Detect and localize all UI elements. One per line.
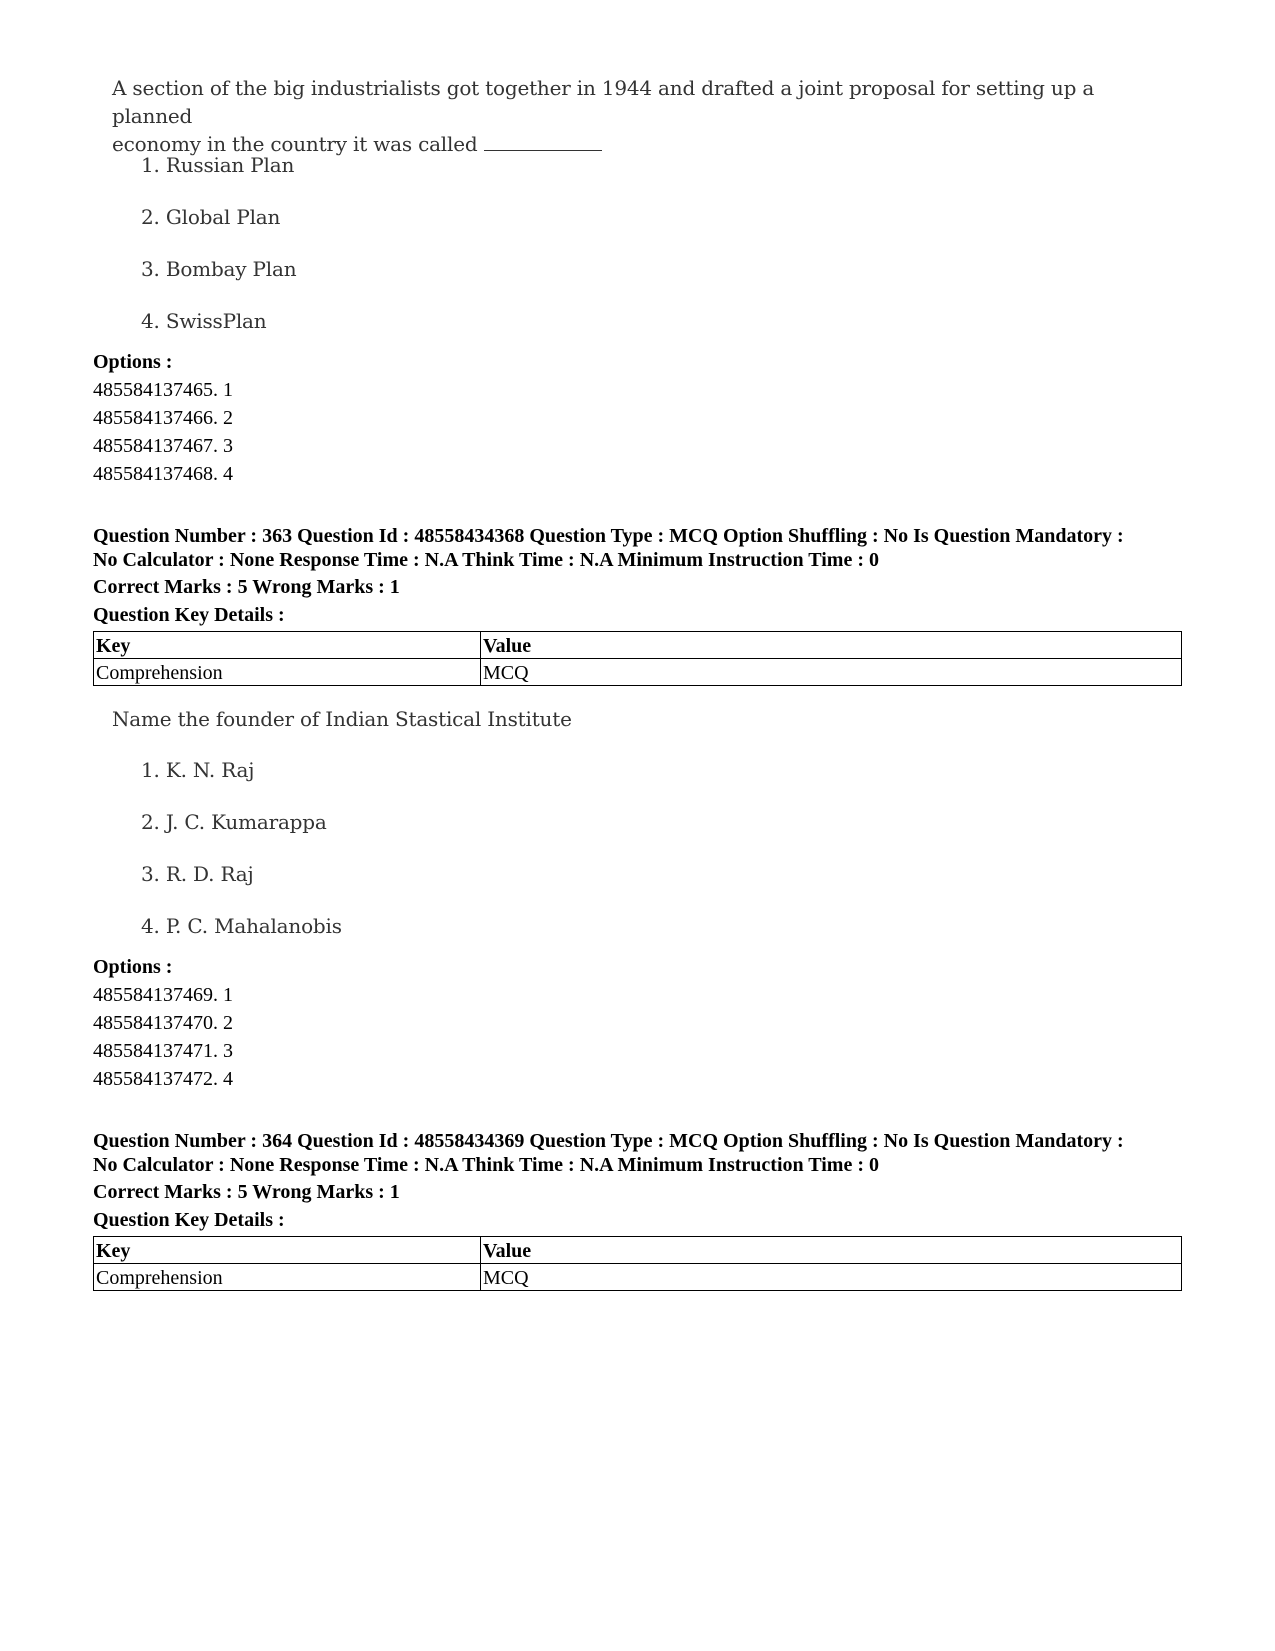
- option-code: 485584137469. 1: [93, 984, 233, 1006]
- question-header-line: Question Number : 364 Question Id : 48558434369 Question Type : MCQ Option Shuffling : No Is Question Mandatory :: [93, 1130, 1124, 1152]
- question-stem: Name the founder of Indian Stastical Institute: [112, 707, 572, 731]
- option-code: 485584137466. 2: [93, 407, 233, 429]
- options-label: Options :: [93, 351, 173, 373]
- question-option: 4. P. C. Mahalanobis: [141, 914, 342, 938]
- question-stem: [112, 74, 1152, 158]
- key-details-table: [93, 1236, 1182, 1291]
- question-option: 1. Russian Plan: [141, 153, 295, 177]
- table-cell: Comprehension: [94, 1264, 481, 1291]
- question-option: 3. Bombay Plan: [141, 257, 297, 281]
- table-row: [94, 659, 1182, 686]
- option-code: 485584137465. 1: [93, 379, 233, 401]
- key-details-label: Question Key Details :: [93, 604, 285, 626]
- table-row: [94, 1264, 1182, 1291]
- question-stem-line: A section of the big industrialists got together in 1944 and drafted a joint proposal for setting up a planned: [112, 76, 1095, 128]
- question-option: 1. K. N. Raj: [141, 758, 255, 782]
- key-details-label: Question Key Details :: [93, 1209, 285, 1231]
- option-code: 485584137468. 4: [93, 463, 233, 485]
- question-header-line: Question Number : 363 Question Id : 48558434368 Question Type : MCQ Option Shuffling : No Is Question Mandatory :: [93, 525, 1124, 547]
- question-option: 3. R. D. Raj: [141, 862, 254, 886]
- question-option: 4. SwissPlan: [141, 309, 267, 333]
- marks-line: Correct Marks : 5 Wrong Marks : 1: [93, 576, 400, 598]
- option-code: 485584137467. 3: [93, 435, 233, 457]
- options-label: Options :: [93, 956, 173, 978]
- question-stem-line: economy in the country it was called: [112, 130, 1152, 158]
- option-code: 485584137472. 4: [93, 1068, 233, 1090]
- table-cell: MCQ: [481, 659, 1182, 686]
- key-details-table: [93, 631, 1182, 686]
- table-header-cell: Key: [94, 632, 481, 659]
- table-cell: Comprehension: [94, 659, 481, 686]
- question-option: 2. Global Plan: [141, 205, 281, 229]
- table-header-cell: Value: [481, 632, 1182, 659]
- table-header-cell: Value: [481, 1237, 1182, 1264]
- question-header-line: No Calculator : None Response Time : N.A Think Time : N.A Minimum Instruction Time : 0: [93, 549, 879, 571]
- answer-blank: [484, 132, 602, 151]
- marks-line: Correct Marks : 5 Wrong Marks : 1: [93, 1181, 400, 1203]
- question-header: [93, 524, 1193, 572]
- option-code: 485584137470. 2: [93, 1012, 233, 1034]
- table-header-row: [94, 632, 1182, 659]
- question-option: 2. J. C. Kumarappa: [141, 810, 327, 834]
- table-header-cell: Key: [94, 1237, 481, 1264]
- question-header-line: No Calculator : None Response Time : N.A Think Time : N.A Minimum Instruction Time : 0: [93, 1154, 879, 1176]
- question-header: [93, 1129, 1193, 1177]
- option-code: 485584137471. 3: [93, 1040, 233, 1062]
- table-cell: MCQ: [481, 1264, 1182, 1291]
- table-header-row: [94, 1237, 1182, 1264]
